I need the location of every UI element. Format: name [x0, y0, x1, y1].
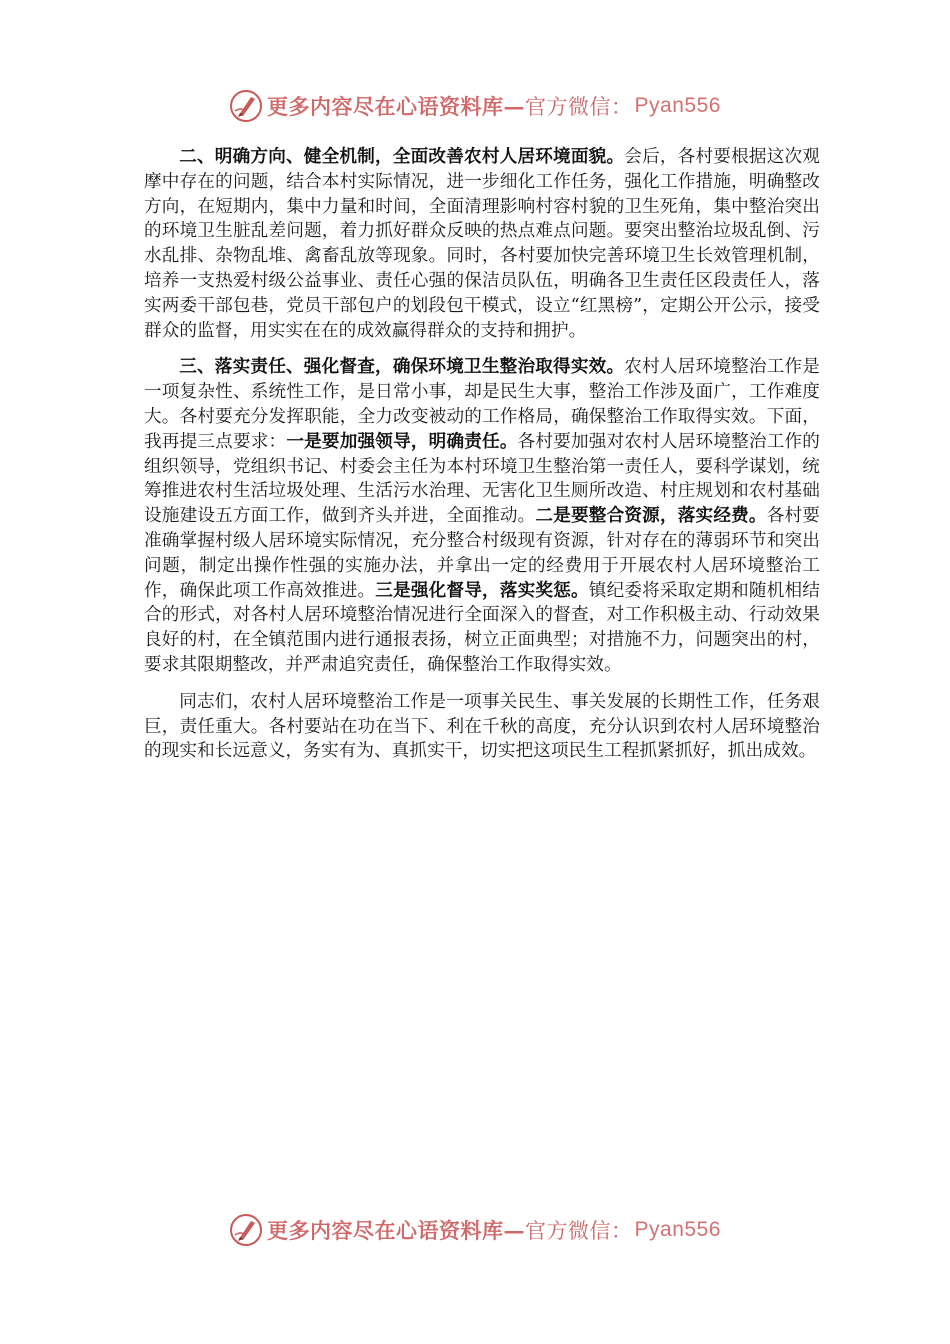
- paragraph-text: 各村要加强对农村人居环境整治工作的组织领导，党组织书记、村委会主任为本村环境卫生整治第一责任人，要科学谋划，统筹推进农村生活垃圾处理、生活污水治理、无害化卫生厕所改造、村庄规划和农村基础设施建设五方面工作，做到齐头并进，全面推动。: [144, 431, 820, 527]
- banner-wechat-label: 官方微信：: [525, 1219, 633, 1243]
- paragraph-2: [144, 145, 820, 343]
- banner-main-text: 更多内容尽在心语资料库: [267, 94, 504, 119]
- paragraph-text: 同志们，农村人居环境整治工作是一项事关民生、事关发展的长期性工作，任务艰巨，责任重大。各村要站在功在当下、利在千秋的高度，充分认识到农村人居环境整治的现实和长远意义，务实有为、真抓实干，切实把这项民生工程抓紧抓好，抓出成效。: [144, 691, 820, 762]
- paragraph-3: [144, 355, 820, 677]
- banner-wechat-id: Pyan556: [634, 1218, 721, 1241]
- quill-pen-icon: [229, 89, 263, 123]
- banner-text: [267, 1215, 721, 1245]
- paragraph-closing: [144, 690, 820, 764]
- header-banner: [0, 86, 950, 126]
- document-body: [144, 145, 820, 776]
- paragraph-text: 各村要准确掌握村级人居环境实际情况，充分整合村级现有资源，针对存在的薄弱环节和突出问题，制定出操作性强的实施办法，并拿出一定的经费用于开展农村人居环境整治工作，确保此项工作高效推进。: [144, 506, 820, 601]
- banner-main-text: 更多内容尽在心语资料库: [267, 1218, 504, 1243]
- paragraph-heading: 二、明确方向、健全机制，全面改善农村人居环境面貌。: [179, 146, 625, 167]
- banner-wechat-label: 官方微信：: [525, 95, 633, 119]
- footer-banner: [0, 1210, 950, 1250]
- sub-heading-1: 一是要加强领导，明确责任。: [286, 430, 518, 452]
- paragraph-text: 农村人居环境整治工作是一项复杂性、系统性工作，是日常小事，却是民生大事，整治工作涉及面广，工作难度大。各村要充分发挥职能，全力改变被动的工作格局，确保整治工作取得实效。下面，我再提三点要求：: [144, 357, 820, 452]
- banner-text: [267, 91, 721, 121]
- banner-dash: —: [503, 93, 526, 119]
- sub-heading-3: 三是强化督导，落实奖惩。: [375, 579, 589, 601]
- paragraph-heading: 三、落实责任、强化督查，确保环境卫生整治取得实效。: [179, 356, 625, 378]
- paragraph-text: 会后，各村要根据这次观摩中存在的问题，结合本村实际情况，进一步细化工作任务，强化工作措施，明确整改方向，在短期内，集中力量和时间，全面清理影响村容村貌的卫生死角，集中整治突出的环境卫生脏乱差问题，着力抓好群众反映的热点难点问题。要突出整治垃圾乱倒、污水乱排、杂物乱堆、禽畜乱放等现象。同时，各村要加快完善环境卫生长效管理机制，培养一支热爱村级公益事业、责任心强的保洁员队伍，明确各卫生责任区段责任人，落实两委干部包巷，党员干部包户的划段包干模式，设立“红黑榜”，定期公开公示，接受群众的监督，用实实在在的成效赢得群众的支持和拥护。: [144, 147, 820, 341]
- quill-pen-icon: [229, 1213, 263, 1247]
- paragraph-text: 镇纪委将采取定期和随机相结合的形式，对各村人居环境整治情况进行全面深入的督查，对工作积极主动、行动效果良好的村，在全镇范围内进行通报表扬，树立正面典型；对措施不力，问题突出的村，要求其限期整改，并严肃追究责任，确保整治工作取得实效。: [144, 580, 820, 675]
- banner-dash: —: [503, 1217, 526, 1243]
- sub-heading-2: 二是要整合资源，落实经费。: [535, 505, 767, 527]
- banner-wechat-id: Pyan556: [634, 94, 721, 117]
